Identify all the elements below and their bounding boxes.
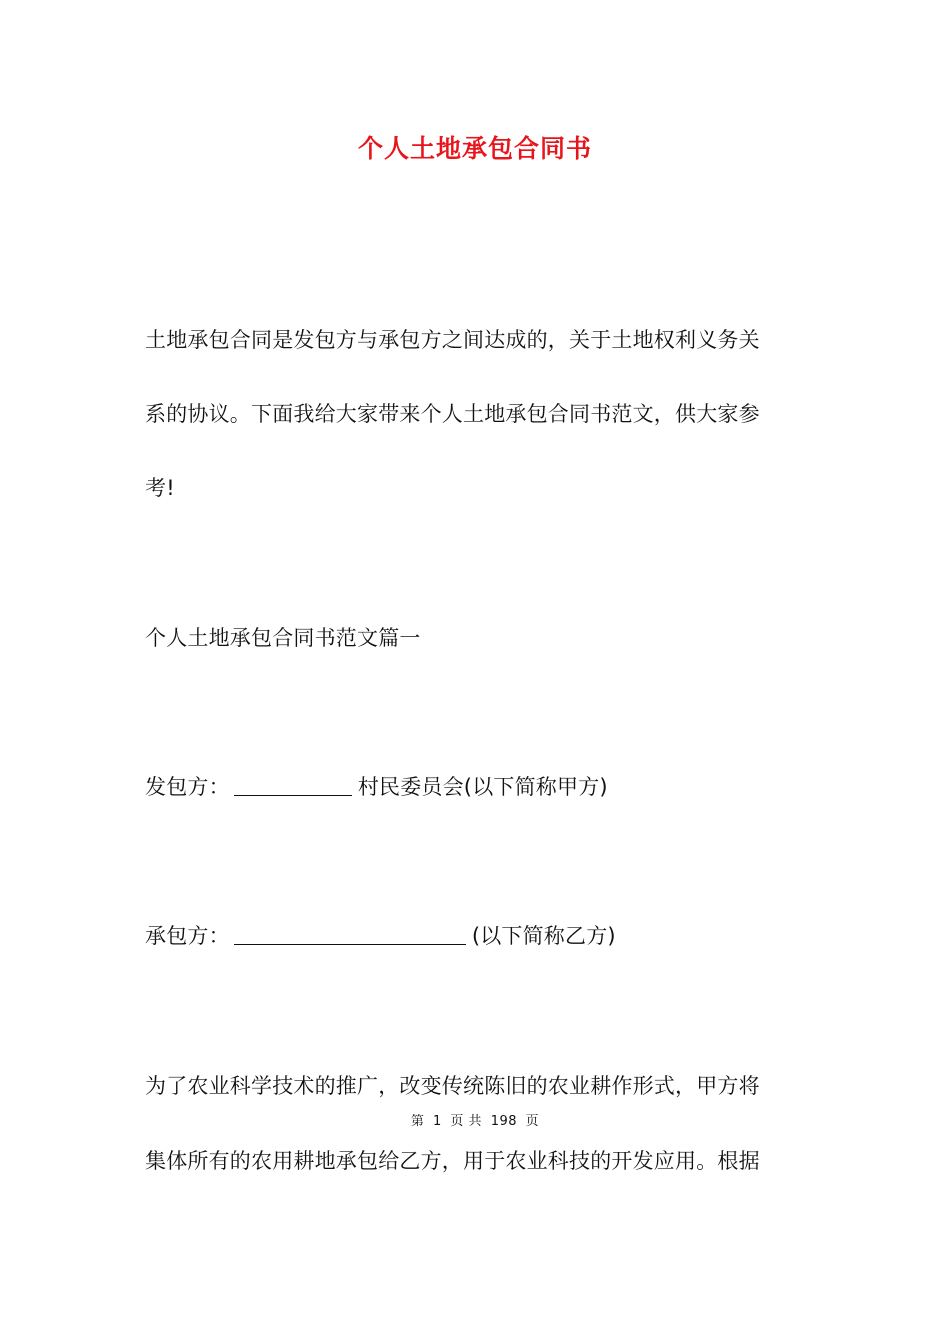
- intro-line-2: 系的协议。下面我给大家带来个人土地承包合同书范文，供大家参: [145, 402, 760, 426]
- party-b-label: 承包方：: [145, 924, 230, 948]
- party-a-label: 发包方：: [145, 775, 230, 799]
- party-b-suffix: (以下简称乙方): [471, 924, 616, 948]
- party-a-line: [145, 772, 810, 802]
- page-footer: [0, 1113, 950, 1131]
- footer-prefix: 第: [410, 1114, 425, 1129]
- party-a-suffix: 村民委员会(以下简称甲方): [357, 775, 608, 799]
- document-title: 个人土地承包合同书: [357, 134, 592, 163]
- party-b-blank: [234, 922, 466, 945]
- section-heading: 个人土地承包合同书范文篇一: [145, 626, 421, 650]
- intro-line-3: 考!: [145, 476, 175, 500]
- party-a-blank: [234, 773, 352, 796]
- body-line-2: 集体所有的农用耕地承包给乙方，用于农业科技的开发应用。根据: [145, 1149, 760, 1173]
- footer-total-pages: 198: [490, 1114, 518, 1129]
- body-line-1: 为了农业科学技术的推广，改变传统陈旧的农业耕作形式，甲方将: [145, 1074, 760, 1098]
- footer-page-number: 1: [432, 1114, 442, 1129]
- intro-line-1: 土地承包合同是发包方与承包方之间达成的，关于土地权利义务关: [145, 328, 760, 352]
- party-b-line: [145, 921, 810, 951]
- footer-suffix: 页: [525, 1114, 540, 1129]
- footer-mid: 页 共: [450, 1114, 483, 1129]
